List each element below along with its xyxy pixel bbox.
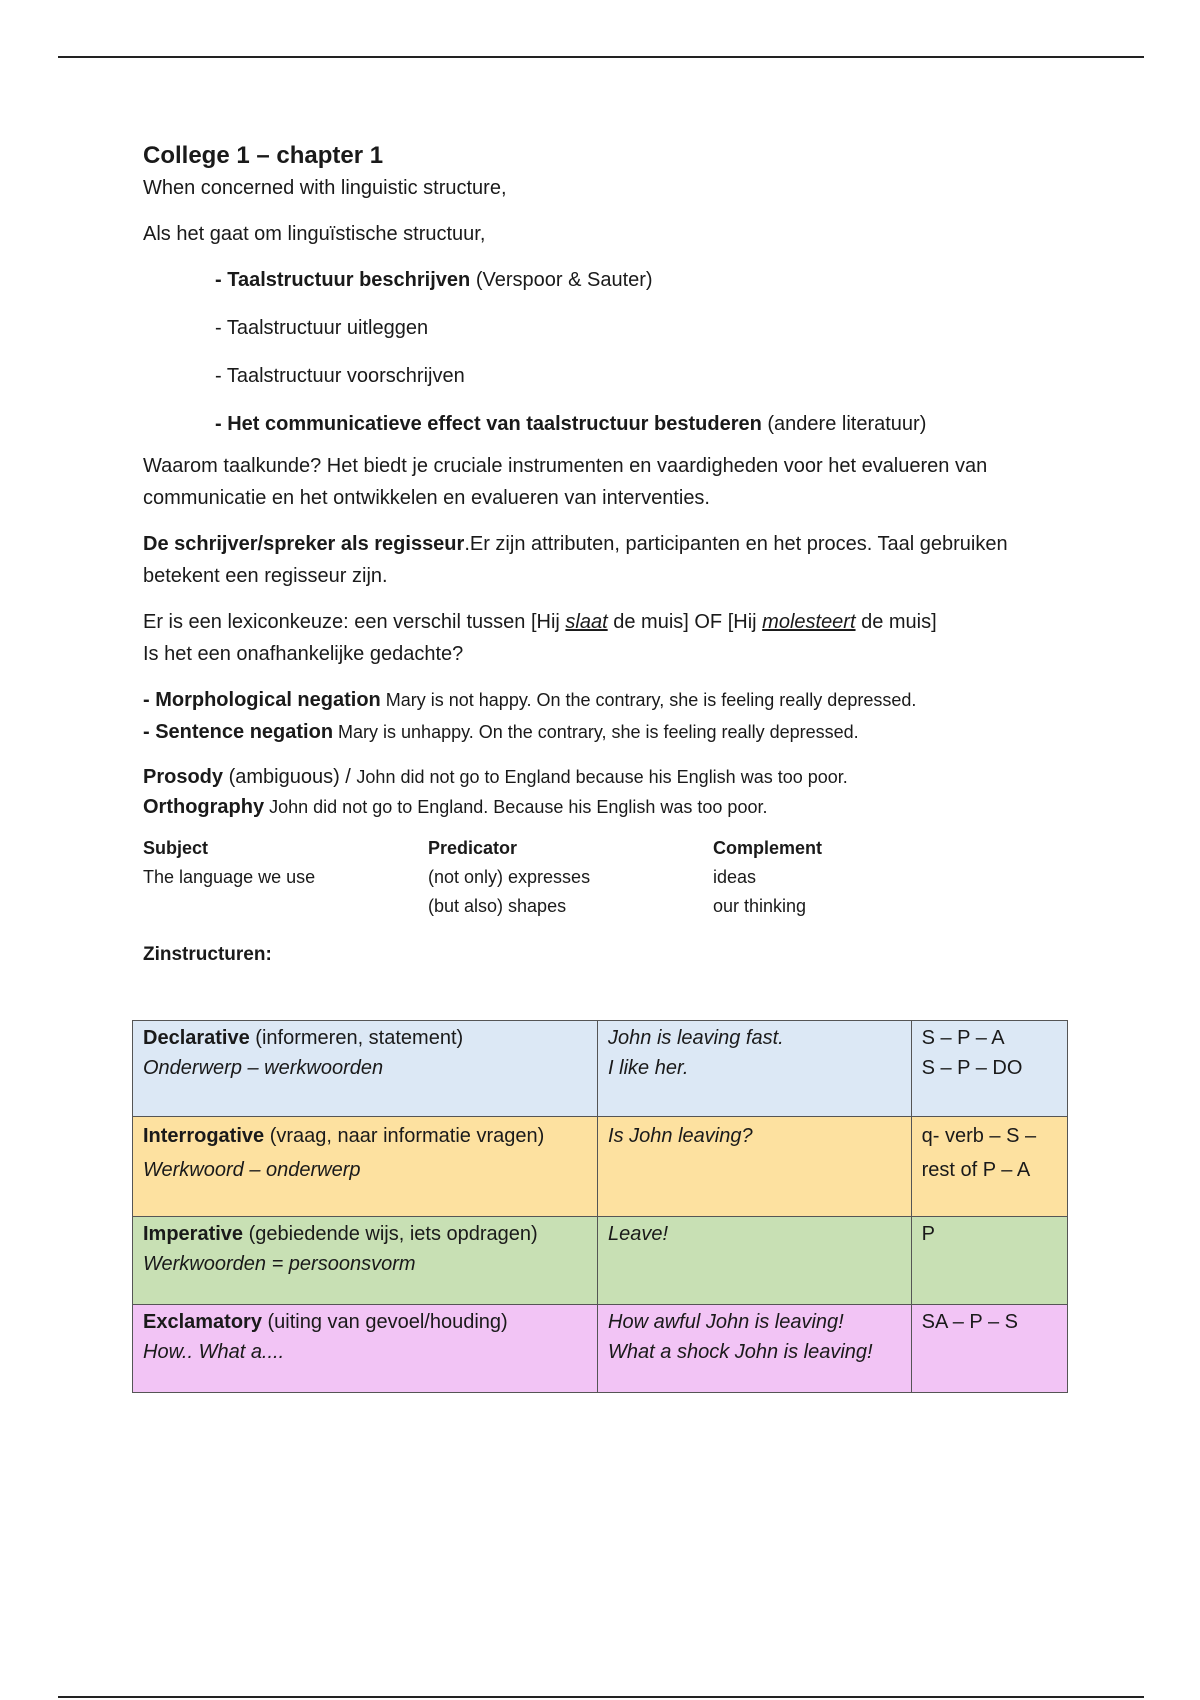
document-body: [143, 140, 1073, 983]
pattern-cell: SA – P – S: [911, 1305, 1067, 1393]
why-paragraph: Waarom taalkunde? Het biedt je cruciale instrumenten en vaardigheden voor het evalueren van communicatie en het ontwikkelen en evalueren van interventies.: [143, 455, 988, 509]
scp-header: Subject: [143, 838, 209, 858]
prosody-paragraph: Prosody (ambiguous) / John did not go to England because his English was too poor. Orthography John did not go to England. Because his English was too poor.: [143, 766, 848, 818]
list-item: - Taalstructuur uitleggen: [215, 317, 429, 339]
pattern-cell: P: [911, 1217, 1067, 1305]
scp-cell: The language we use: [143, 867, 316, 887]
scp-cell: [143, 892, 428, 921]
example-cell: How awful John is leaving! What a shock John is leaving!: [598, 1305, 912, 1393]
table-row: [133, 1217, 1068, 1305]
scp-cell: (not only) expresses: [428, 867, 591, 887]
intro-en: When concerned with linguistic structure,: [143, 177, 507, 199]
director-paragraph: De schrijver/spreker als regisseur.Er zijn attributen, participanten en het proces. Taal gebruiken betekent een regisseur zijn.: [143, 533, 1008, 587]
list-item: - Taalstructuur beschrijven (Verspoor & Sauter): [215, 269, 653, 291]
sentence-structure-table: [132, 1020, 1068, 1393]
type-cell: Declarative (informeren, statement) Onderwerp – werkwoorden: [133, 1021, 598, 1117]
table-row: [133, 1021, 1068, 1117]
table-row: [133, 1305, 1068, 1393]
scp-cell: our thinking: [713, 896, 807, 916]
table-row: [133, 1117, 1068, 1217]
top-rule: [58, 56, 1144, 58]
list-item: - Taalstructuur voorschrijven: [215, 365, 465, 387]
example-cell: John is leaving fast. I like her.: [598, 1021, 912, 1117]
type-cell: Imperative (gebiedende wijs, iets opdragen) Werkwoorden = persoonsvorm: [133, 1217, 598, 1305]
pattern-cell: q- verb – S – rest of P – A: [911, 1117, 1067, 1217]
example-cell: Leave!: [598, 1217, 912, 1305]
negation-paragraph: - Morphological negation Mary is not happy. On the contrary, she is feeling really depressed. - Sentence negation Mary is unhappy. On the contrary, she is feeling really depressed.: [143, 689, 917, 743]
pattern-cell: S – P – A S – P – DO: [911, 1021, 1067, 1117]
scp-header: Complement: [713, 838, 823, 858]
scp-grid: [143, 834, 1073, 921]
example-cell: Is John leaving?: [598, 1117, 912, 1217]
bottom-rule: [58, 1696, 1144, 1698]
scp-header: Predicator: [428, 838, 518, 858]
list-item: - Het communicatieve effect van taalstructuur bestuderen (andere literatuur): [215, 413, 927, 435]
scp-cell: ideas: [713, 867, 757, 887]
page-title: College 1 – chapter 1: [143, 142, 384, 169]
section-heading: Zinstructuren:: [143, 944, 272, 965]
scp-cell: (but also) shapes: [428, 896, 567, 916]
lexicon-paragraph: Er is een lexiconkeuze: een verschil tussen [Hij slaat de muis] OF [Hij molesteert de muis] Is het een onafhankelijke gedachte?: [143, 611, 937, 665]
type-cell: Interrogative (vraag, naar informatie vragen) Werkwoord – onderwerp: [133, 1117, 598, 1217]
intro-nl: Als het gaat om linguïstische structuur,: [143, 223, 486, 245]
type-cell: Exclamatory (uiting van gevoel/houding) How.. What a....: [133, 1305, 598, 1393]
